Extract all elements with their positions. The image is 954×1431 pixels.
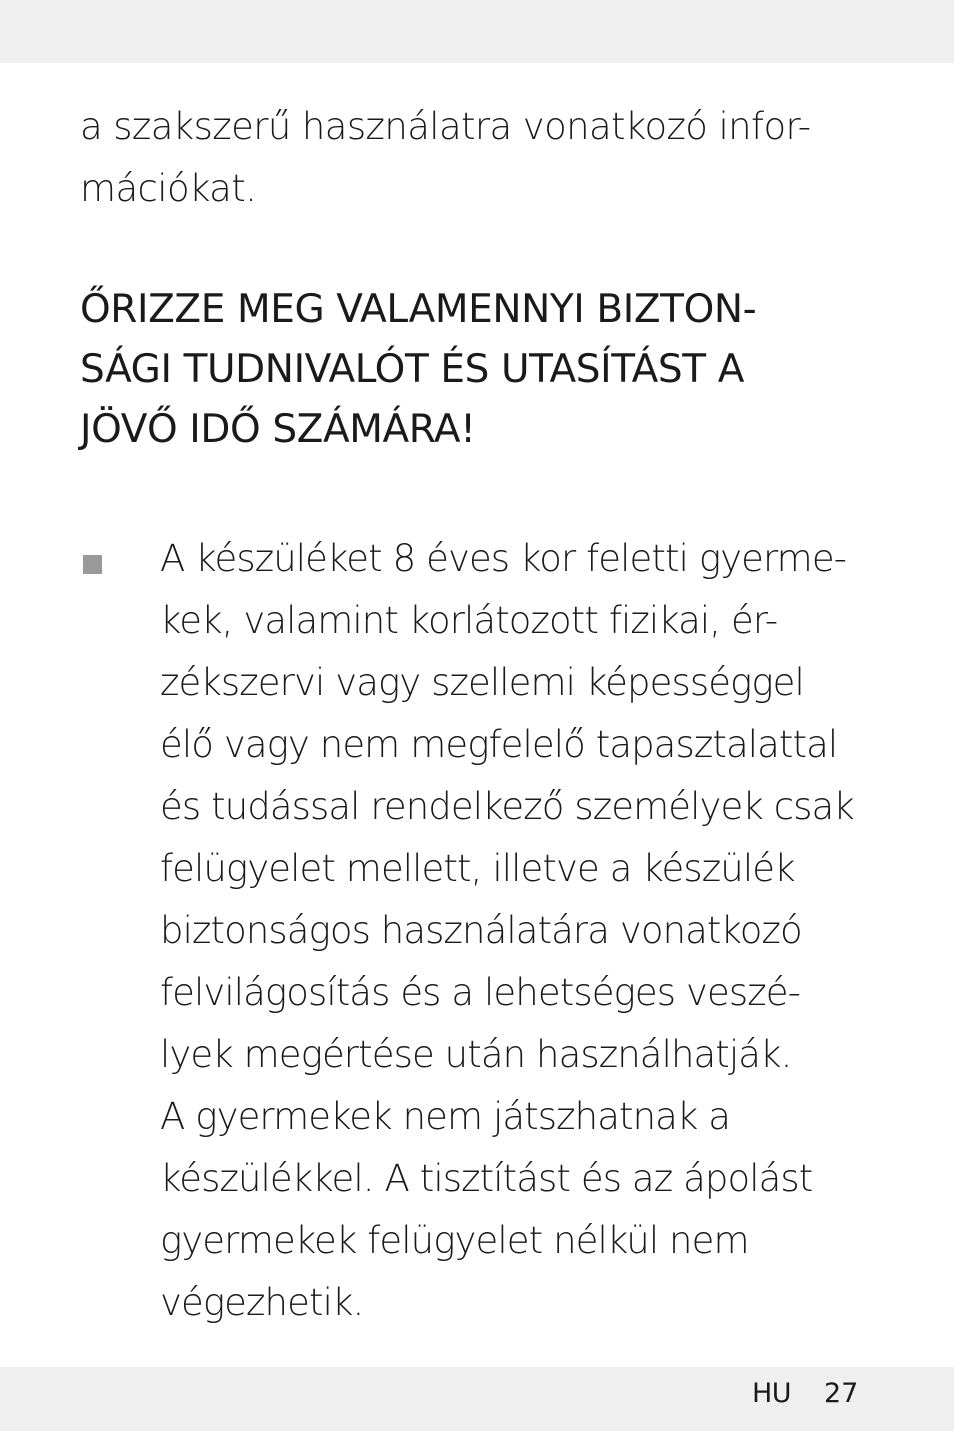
bullet-line: A gyermekek nem játszhatnak a (160, 1095, 731, 1138)
page-number: 27 (824, 1378, 859, 1409)
bullet-line: végezhetik. (160, 1281, 364, 1324)
heading-line: JÖVŐ IDŐ SZÁMÁRA! (80, 407, 476, 452)
intro-line: a szakszerű használatra vonatkozó infor- (80, 105, 811, 148)
heading-line: ŐRIZZE MEG VALAMENNYI BIZTON- (80, 287, 757, 332)
bullet-line: lyek megértése után használhatják. (160, 1033, 792, 1076)
bullet-paragraph (160, 528, 880, 1334)
bullet-line: élő vagy nem megfelelő tapasztalattal (160, 723, 838, 766)
bullet-square-icon (83, 555, 102, 574)
intro-paragraph (80, 96, 880, 220)
footer-band (0, 1367, 954, 1431)
top-band (0, 0, 954, 63)
bullet-line: kek, valamint korlátozott fizikai, ér- (160, 599, 778, 642)
bullet-line: készülékkel. A tisztítást és az ápolást (160, 1157, 813, 1200)
bullet-line: és tudással rendelkező személyek csak (160, 785, 854, 828)
bullet-line: zékszervi vagy szellemi képességgel (160, 661, 804, 704)
safety-heading (80, 280, 880, 460)
bullet-line: biztonságos használatára vonatkozó (160, 909, 802, 952)
bullet-line: gyermekek felügyelet nélkül nem (160, 1219, 749, 1262)
bullet-line: felügyelet mellett, illetve a készülék (160, 847, 795, 890)
intro-line: mációkat. (80, 167, 257, 210)
heading-line: SÁGI TUDNIVALÓT ÉS UTASÍTÁST A (80, 347, 744, 392)
bullet-line: A készüléket 8 éves kor feletti gyerme- (160, 537, 847, 580)
footer-language: HU (752, 1378, 792, 1409)
bullet-line: felvilágosítás és a lehetséges veszé- (160, 971, 801, 1014)
